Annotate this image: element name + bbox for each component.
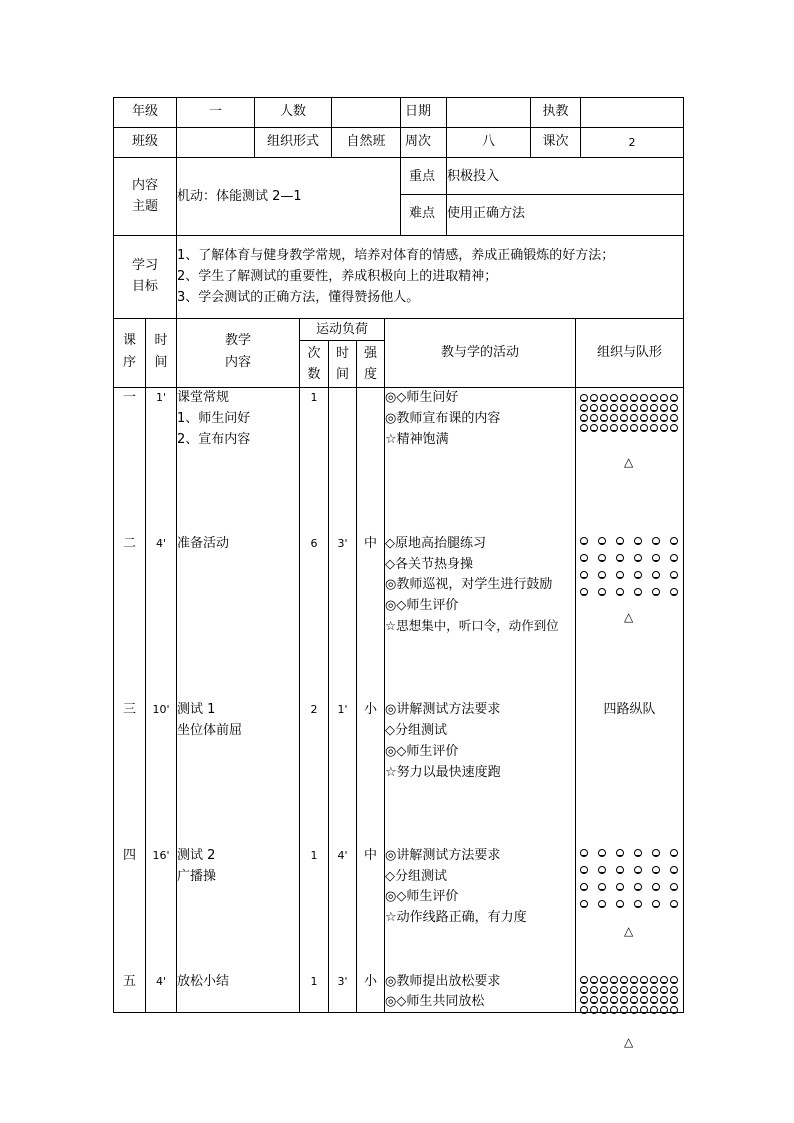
student-icon [620, 404, 628, 412]
student-icon [580, 571, 588, 579]
row-content: 测试 2 [177, 848, 216, 863]
student-icon [640, 414, 648, 422]
student-icon [670, 1006, 678, 1014]
student-icon [634, 900, 642, 908]
row-time: 4' [155, 975, 167, 988]
student-icon [640, 986, 648, 994]
student-icon [640, 394, 648, 402]
student-icon [580, 588, 588, 596]
student-icon [610, 424, 618, 432]
student-icon [580, 394, 588, 402]
student-icon [580, 414, 588, 422]
student-icon [598, 537, 606, 545]
row-activity: ☆思想集中，听口令，动作到位 [385, 618, 559, 633]
row-intensity: 中 [363, 848, 377, 863]
student-icon [652, 537, 660, 545]
row-dur: 1' [337, 703, 348, 716]
student-icon [590, 986, 598, 994]
lesson-value: 2 [628, 136, 636, 149]
row-activity: ◎教师巡视，对学生进行鼓励 [385, 577, 553, 592]
student-icon [616, 866, 624, 874]
col-dur-1: 时 [335, 346, 349, 361]
row-seq: 三 [122, 702, 136, 717]
formation-text: 四路纵队 [603, 702, 656, 717]
student-icon [580, 537, 588, 545]
student-icon [580, 1006, 588, 1014]
student-icon [590, 996, 598, 1004]
row-activity: ◇分组测试 [385, 723, 447, 738]
student-icon [670, 404, 678, 412]
student-icon [598, 571, 606, 579]
student-icon [610, 976, 618, 984]
student-icon [620, 414, 628, 422]
student-icon [670, 866, 678, 874]
student-icon [660, 1006, 668, 1014]
row-content: 测试 1 [177, 702, 216, 717]
student-icon [630, 414, 638, 422]
row-dur: 3' [337, 975, 348, 988]
student-icon [610, 986, 618, 994]
student-icon [652, 900, 660, 908]
col-dur-2: 间 [335, 367, 349, 382]
student-icon [598, 849, 606, 857]
student-icon [630, 394, 638, 402]
student-icon [620, 986, 628, 994]
student-icon [600, 1006, 608, 1014]
grade-value: 一 [208, 104, 222, 119]
class-label: 班级 [131, 134, 158, 149]
row-activity: ◎教师提出放松要求 [385, 974, 501, 989]
goal-item: 2、学生了解测试的重要性，养成积极向上的进取精神； [177, 269, 498, 284]
student-icon [620, 1006, 628, 1014]
student-icon [616, 883, 624, 891]
key-label: 重点 [409, 169, 436, 184]
week-value: 八 [481, 134, 495, 149]
row-intensity: 中 [363, 536, 377, 551]
student-icon [580, 883, 588, 891]
row-activity: ◇各关节热身操 [385, 557, 473, 572]
teacher-marker-icon: △ [624, 1035, 634, 1049]
student-icon [630, 424, 638, 432]
student-icon [620, 424, 628, 432]
student-icon [580, 424, 588, 432]
col-seq-1: 课 [122, 333, 136, 348]
student-icon [660, 404, 668, 412]
student-icon [620, 394, 628, 402]
student-icon [630, 976, 638, 984]
goal-item: 3、学会测试的正确方法，懂得赞扬他人。 [177, 290, 420, 305]
student-icon [580, 404, 588, 412]
student-icon [600, 986, 608, 994]
row-activity: ☆动作线路正确，有力度 [385, 910, 527, 925]
student-icon [598, 883, 606, 891]
student-icon [670, 414, 678, 422]
student-icon [580, 976, 588, 984]
student-icon [670, 394, 678, 402]
student-icon [600, 394, 608, 402]
student-icon [634, 537, 642, 545]
student-icon [640, 996, 648, 1004]
row-content: 坐位体前屈 [177, 723, 243, 738]
student-icon [580, 996, 588, 1004]
student-icon [580, 849, 588, 857]
row-content: 2、宣布内容 [177, 432, 251, 447]
row-times: 6 [310, 537, 318, 550]
student-icon [610, 404, 618, 412]
col-formation: 组织与队形 [596, 345, 662, 360]
col-int-1: 强 [363, 346, 377, 361]
teacher-marker-icon: △ [624, 455, 634, 469]
lesson-label: 课次 [542, 134, 569, 149]
student-icon [670, 883, 678, 891]
student-icon [660, 394, 668, 402]
row-times: 1 [310, 975, 318, 988]
row-times: 1 [310, 849, 318, 862]
student-icon [620, 976, 628, 984]
student-icon [670, 849, 678, 857]
col-time-2: 间 [154, 355, 168, 370]
col-teach-2: 内容 [224, 355, 251, 370]
student-icon [610, 1006, 618, 1014]
row-dur: 3' [337, 537, 348, 550]
student-icon [670, 996, 678, 1004]
teacher-label: 执教 [542, 104, 569, 119]
student-icon [598, 900, 606, 908]
teacher-marker-icon: △ [624, 924, 634, 938]
student-icon [652, 571, 660, 579]
content-value: 机动：体能测试 2—1 [177, 189, 302, 204]
student-icon [652, 866, 660, 874]
col-seq-2: 序 [122, 355, 136, 370]
teacher-marker-icon: △ [624, 610, 634, 624]
row-activity: ◎◇师生评价 [385, 744, 459, 759]
student-icon [634, 588, 642, 596]
row-seq: 一 [122, 390, 136, 405]
student-icon [640, 404, 648, 412]
row-times: 1 [310, 391, 318, 404]
student-icon [670, 424, 678, 432]
student-icon [652, 849, 660, 857]
row-activity: ☆努力以最快速度跑 [385, 765, 501, 780]
col-teach-1: 教学 [224, 333, 251, 348]
student-icon [652, 588, 660, 596]
student-icon [600, 424, 608, 432]
row-times: 2 [310, 703, 318, 716]
content-label-2: 主题 [131, 199, 158, 214]
student-icon [634, 571, 642, 579]
student-icon [630, 986, 638, 994]
date-label: 日期 [405, 104, 432, 119]
row-time: 10' [152, 703, 170, 716]
student-icon [590, 404, 598, 412]
grade-label: 年级 [131, 104, 158, 119]
student-icon [650, 976, 658, 984]
student-icon [670, 900, 678, 908]
row-content: 放松小结 [177, 974, 230, 989]
student-icon [616, 554, 624, 562]
student-icon [616, 900, 624, 908]
student-icon [650, 996, 658, 1004]
key-value: 积极投入 [447, 169, 500, 184]
student-icon [652, 883, 660, 891]
student-icon [620, 996, 628, 1004]
student-icon [580, 986, 588, 994]
week-label: 周次 [405, 134, 432, 149]
student-icon [616, 571, 624, 579]
row-seq: 五 [122, 974, 136, 989]
student-icon [660, 424, 668, 432]
row-activity: ◇原地高抬腿练习 [385, 536, 486, 551]
student-icon [590, 976, 598, 984]
row-activity: ◎教师宣布课的内容 [385, 411, 501, 426]
student-icon [670, 588, 678, 596]
student-icon [598, 866, 606, 874]
student-icon [580, 554, 588, 562]
student-icon [660, 986, 668, 994]
hard-label: 难点 [409, 206, 436, 221]
col-times-1: 次 [307, 346, 321, 361]
student-icon [634, 883, 642, 891]
student-icon [650, 1006, 658, 1014]
student-icon [660, 976, 668, 984]
student-icon [640, 424, 648, 432]
student-icon [650, 986, 658, 994]
student-icon [630, 996, 638, 1004]
student-icon [670, 976, 678, 984]
student-icon [630, 1006, 638, 1014]
hard-value: 使用正确方法 [447, 206, 526, 221]
col-times-2: 数 [307, 367, 321, 382]
col-load: 运动负荷 [315, 322, 368, 337]
student-icon [590, 1006, 598, 1014]
student-icon [598, 554, 606, 562]
student-icon [616, 537, 624, 545]
row-activity: ◎◇师生评价 [385, 889, 459, 904]
row-content: 准备活动 [177, 536, 230, 551]
student-icon [616, 849, 624, 857]
student-icon [600, 404, 608, 412]
student-icon [670, 571, 678, 579]
row-activity: ◎讲解测试方法要求 [385, 702, 501, 717]
row-intensity: 小 [363, 974, 377, 989]
student-icon [634, 554, 642, 562]
student-icon [590, 394, 598, 402]
student-icon [630, 404, 638, 412]
row-intensity: 小 [363, 702, 377, 717]
row-activity: ◇分组测试 [385, 869, 447, 884]
row-activity: ◎◇师生评价 [385, 598, 459, 613]
row-time: 4' [155, 537, 167, 550]
goals-label-2: 目标 [131, 279, 158, 294]
row-activity: ☆精神饱满 [385, 432, 449, 447]
student-icon [650, 404, 658, 412]
student-icon [650, 394, 658, 402]
student-icon [652, 554, 660, 562]
student-icon [634, 849, 642, 857]
student-icon [660, 996, 668, 1004]
count-label: 人数 [279, 104, 306, 119]
student-icon [650, 424, 658, 432]
org-label: 组织形式 [266, 134, 319, 149]
col-activity: 教与学的活动 [440, 345, 519, 360]
student-icon [590, 424, 598, 432]
row-seq: 二 [122, 536, 136, 551]
goals-label-1: 学习 [131, 258, 158, 273]
student-icon [634, 866, 642, 874]
col-time-1: 时 [154, 333, 168, 348]
student-icon [670, 554, 678, 562]
student-icon [610, 414, 618, 422]
row-time: 1' [155, 391, 167, 404]
student-icon [590, 414, 598, 422]
student-icon [670, 986, 678, 994]
row-dur: 4' [337, 849, 348, 862]
col-int-2: 度 [363, 367, 377, 382]
student-icon [598, 588, 606, 596]
student-icon [580, 900, 588, 908]
student-icon [610, 394, 618, 402]
student-icon [580, 866, 588, 874]
student-icon [640, 976, 648, 984]
row-content: 课堂常规 [177, 390, 230, 405]
student-icon [650, 414, 658, 422]
row-content: 1、师生问好 [177, 411, 251, 426]
row-seq: 四 [122, 848, 136, 863]
row-content: 广播操 [177, 869, 217, 884]
student-icon [640, 1006, 648, 1014]
row-activity: ◎◇师生问好 [385, 390, 459, 405]
content-label-1: 内容 [131, 178, 158, 193]
row-activity: ◎◇师生共同放松 [385, 994, 485, 1009]
row-time: 16' [152, 849, 170, 862]
student-icon [600, 414, 608, 422]
student-icon [610, 996, 618, 1004]
goal-item: 1、了解体育与健身教学常规，培养对体育的情感，养成正确锻炼的好方法； [177, 248, 615, 263]
student-icon [670, 537, 678, 545]
org-value: 自然班 [346, 134, 386, 149]
student-icon [600, 996, 608, 1004]
row-activity: ◎讲解测试方法要求 [385, 848, 501, 863]
student-icon [600, 976, 608, 984]
student-icon [616, 588, 624, 596]
student-icon [660, 414, 668, 422]
